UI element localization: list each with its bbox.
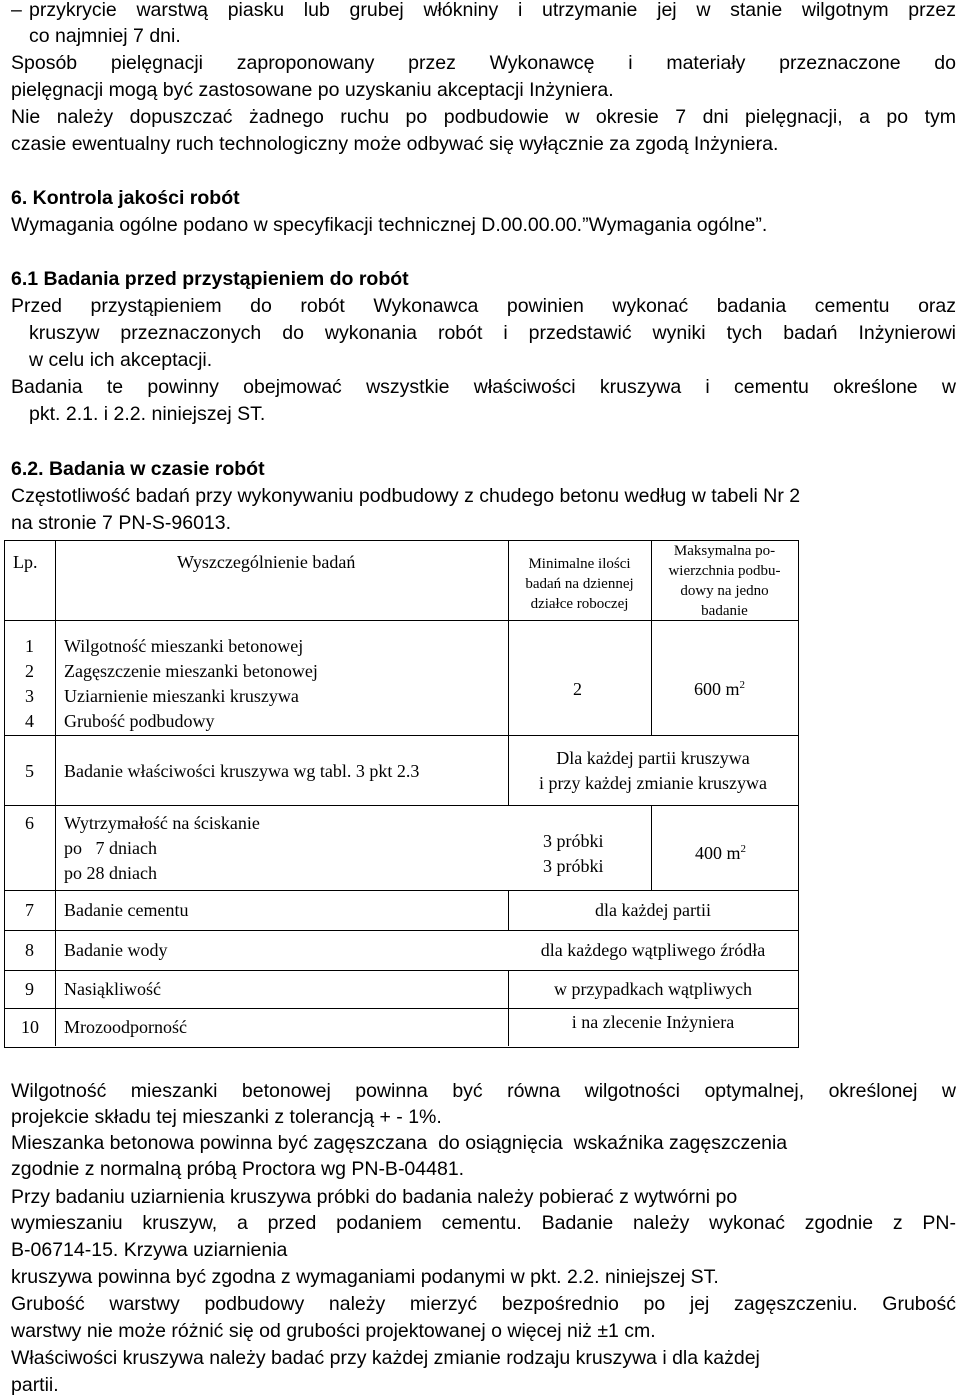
row6-min-line-1: 3 próbki <box>543 831 604 851</box>
row-test-name: po 28 dniach <box>64 863 157 883</box>
header-tests: Wyszczególnienie badań <box>177 552 356 572</box>
row-test-name: Wytrzymałość na ściskanie <box>64 813 260 833</box>
row-number: 7 <box>25 900 34 920</box>
row-number: 8 <box>25 940 34 960</box>
after-line-2: projekcie składu tej mieszanki z tolerancją + - 1%. <box>11 1106 442 1128</box>
traffic-paragraph-line-2: czasie ewentualny ruch technologiczny może odbywać się wyłącznie za zgodą Inżyniera. <box>11 133 779 155</box>
bullet-line-1: przykrycie warstwą piasku lub grubej włókniny i utrzymanie jej w stanie wilgotnym przez <box>29 0 956 21</box>
row10-frequency: i na zlecenie Inżyniera <box>571 1012 735 1032</box>
table-col-divider <box>55 541 56 1046</box>
row5-frequency-line-1: Dla każdej partii kruszywa <box>556 748 750 768</box>
row-number: 9 <box>25 979 34 999</box>
row-test-name: po 7 dniach <box>64 838 157 858</box>
row-number: 6 <box>25 813 34 833</box>
row-number: 4 <box>25 711 34 731</box>
row-number: 1 <box>25 636 34 656</box>
header-max-line-1: Maksymalna po- <box>673 543 776 559</box>
section-6-1-p2-line-1: Badania te powinny obejmować wszystkie właściwości kruszywa i cementu określone w <box>11 376 956 398</box>
row-test-name: Grubość podbudowy <box>64 711 215 731</box>
section-6-1-p2-line-2: pkt. 2.1. i 2.2. niniejszej ST. <box>29 403 266 425</box>
after-line-9: Grubość warstwy podbudowy należy mierzyć bezpośrednio po jej zagęszczeniu. Grubość <box>11 1293 956 1315</box>
row-test-name: Zagęszczenie mieszanki betonowej <box>64 661 318 681</box>
section-6-1-p1-line-1: Przed przystąpieniem do robót Wykonawca powinien wykonać badania cementu oraz <box>11 295 956 317</box>
row-test-name: Badanie właściwości kruszywa wg tabl. 3 pkt 2.3 <box>64 761 420 781</box>
after-line-8: kruszywa powinna być zgodna z wymaganiami podanymi w pkt. 2.2. niniejszej ST. <box>11 1266 719 1288</box>
after-line-7: B-06714-15. Krzywa uziarnienia <box>11 1239 288 1261</box>
care-paragraph-line-2: pielęgnacji mogą być zastosowane po uzyskaniu akceptacji Inżyniera. <box>11 79 614 101</box>
header-min-line-3: działce roboczej <box>530 596 629 612</box>
row-number: 10 <box>21 1017 39 1037</box>
header-lp: Lp. <box>13 552 38 572</box>
section-6-2-line-1: Częstotliwość badań przy wykonywaniu podbudowy z chudego betonu według w tabeli Nr 2 <box>11 485 801 507</box>
table-col-divider <box>651 805 652 890</box>
care-paragraph-line-1: Sposób pielęgnacji zaproponowany przez Wykonawcę i materiały przeznaczone do <box>11 52 956 74</box>
tests-table <box>4 540 799 1048</box>
row-test-name: Badanie wody <box>64 940 168 960</box>
section-6-2-line-2: na stronie 7 PN-S-96013. <box>11 512 232 534</box>
group1-min-value: 2 <box>573 679 582 699</box>
row-test-name: Mrozoodporność <box>64 1017 187 1037</box>
header-min-line-2: badań na dziennej <box>525 576 634 592</box>
after-line-1: Wilgotność mieszanki betonowej powinna być równa wilgotności optymalnej, określonej w <box>11 1080 956 1102</box>
header-max-line-3: dowy na jedno <box>680 583 769 599</box>
section-6-1-p1-line-3: w celu ich akceptacji. <box>29 349 213 371</box>
row9-frequency: w przypadkach wątpliwych <box>554 979 752 999</box>
row-test-name: Nasiąkliwość <box>64 979 161 999</box>
header-max-line-2: wierzchnia podbu- <box>668 563 781 579</box>
row-number: 5 <box>25 761 34 781</box>
after-line-10: warstwy nie może różnić się od grubości projektowanej o więcej niż ±1 cm. <box>11 1320 656 1342</box>
section-6-1-p1-line-2: kruszyw przeznaczonych do wykonania robót i przedstawić wyniki tych badań Inżynierowi <box>29 322 956 344</box>
section-6-heading: 6. Kontrola jakości robót <box>11 187 240 209</box>
row-number: 3 <box>25 686 34 706</box>
bullet-line-2: co najmniej 7 dni. <box>29 25 181 47</box>
after-line-11: Właściwości kruszywa należy badać przy każdej zmianie rodzaju kruszywa i dla każdej <box>11 1347 760 1369</box>
row-test-name: Uziarnienie mieszanki kruszywa <box>64 686 299 706</box>
section-6-text: Wymagania ogólne podano w specyfikacji technicznej D.00.00.00.”Wymagania ogólne”. <box>11 214 768 236</box>
row-test-name: Wilgotność mieszanki betonowej <box>64 636 304 656</box>
table-row-divider <box>5 1008 798 1009</box>
section-6-2-heading: 6.2. Badania w czasie robót <box>11 458 265 480</box>
after-line-4: zgodnie z normalną próbą Proctora wg PN-B-04481. <box>11 1158 465 1180</box>
table-row-divider <box>5 805 798 806</box>
table-row-divider <box>5 735 798 736</box>
traffic-paragraph-line-1: Nie należy dopuszczać żadnego ruchu po podbudowie w okresie 7 dni pielęgnacji, a po tym <box>11 106 956 128</box>
section-6-1-heading: 6.1 Badania przed przystąpieniem do robót <box>11 268 409 290</box>
header-max-line-4: badanie <box>701 603 748 619</box>
table-row-divider <box>5 970 798 971</box>
table-row-divider <box>5 930 798 931</box>
after-line-3: Mieszanka betonowa powinna być zagęszczana do osiągnięcia wskaźnika zagęszczenia <box>11 1132 788 1154</box>
row-number: 2 <box>25 661 34 681</box>
row6-max-value: 400 $m^2$ <box>695 843 747 863</box>
bullet-dash: – <box>11 0 22 21</box>
table-row-divider <box>5 890 798 891</box>
after-line-6: wymieszaniu kruszyw, a przed podaniem cementu. Badanie należy wykonać zgodnie z PN- <box>11 1212 956 1234</box>
row7-frequency: dla każdej partii <box>595 900 711 920</box>
after-line-12: partii. <box>11 1374 59 1396</box>
group1-max-value: 600 $m^2$ <box>694 679 746 699</box>
row-test-name: Badanie cementu <box>64 900 189 920</box>
row6-min-line-2: 3 próbki <box>543 856 604 876</box>
row5-frequency-line-2: i przy każdej zmianie kruszywa <box>539 773 767 793</box>
header-min-line-1: Minimalne ilości <box>528 556 631 572</box>
row8-frequency: dla każdego wątpliwego źródła <box>540 940 766 960</box>
after-line-5: Przy badaniu uziarnienia kruszywa próbki do badania należy pobierać z wytwórni po <box>11 1186 738 1208</box>
